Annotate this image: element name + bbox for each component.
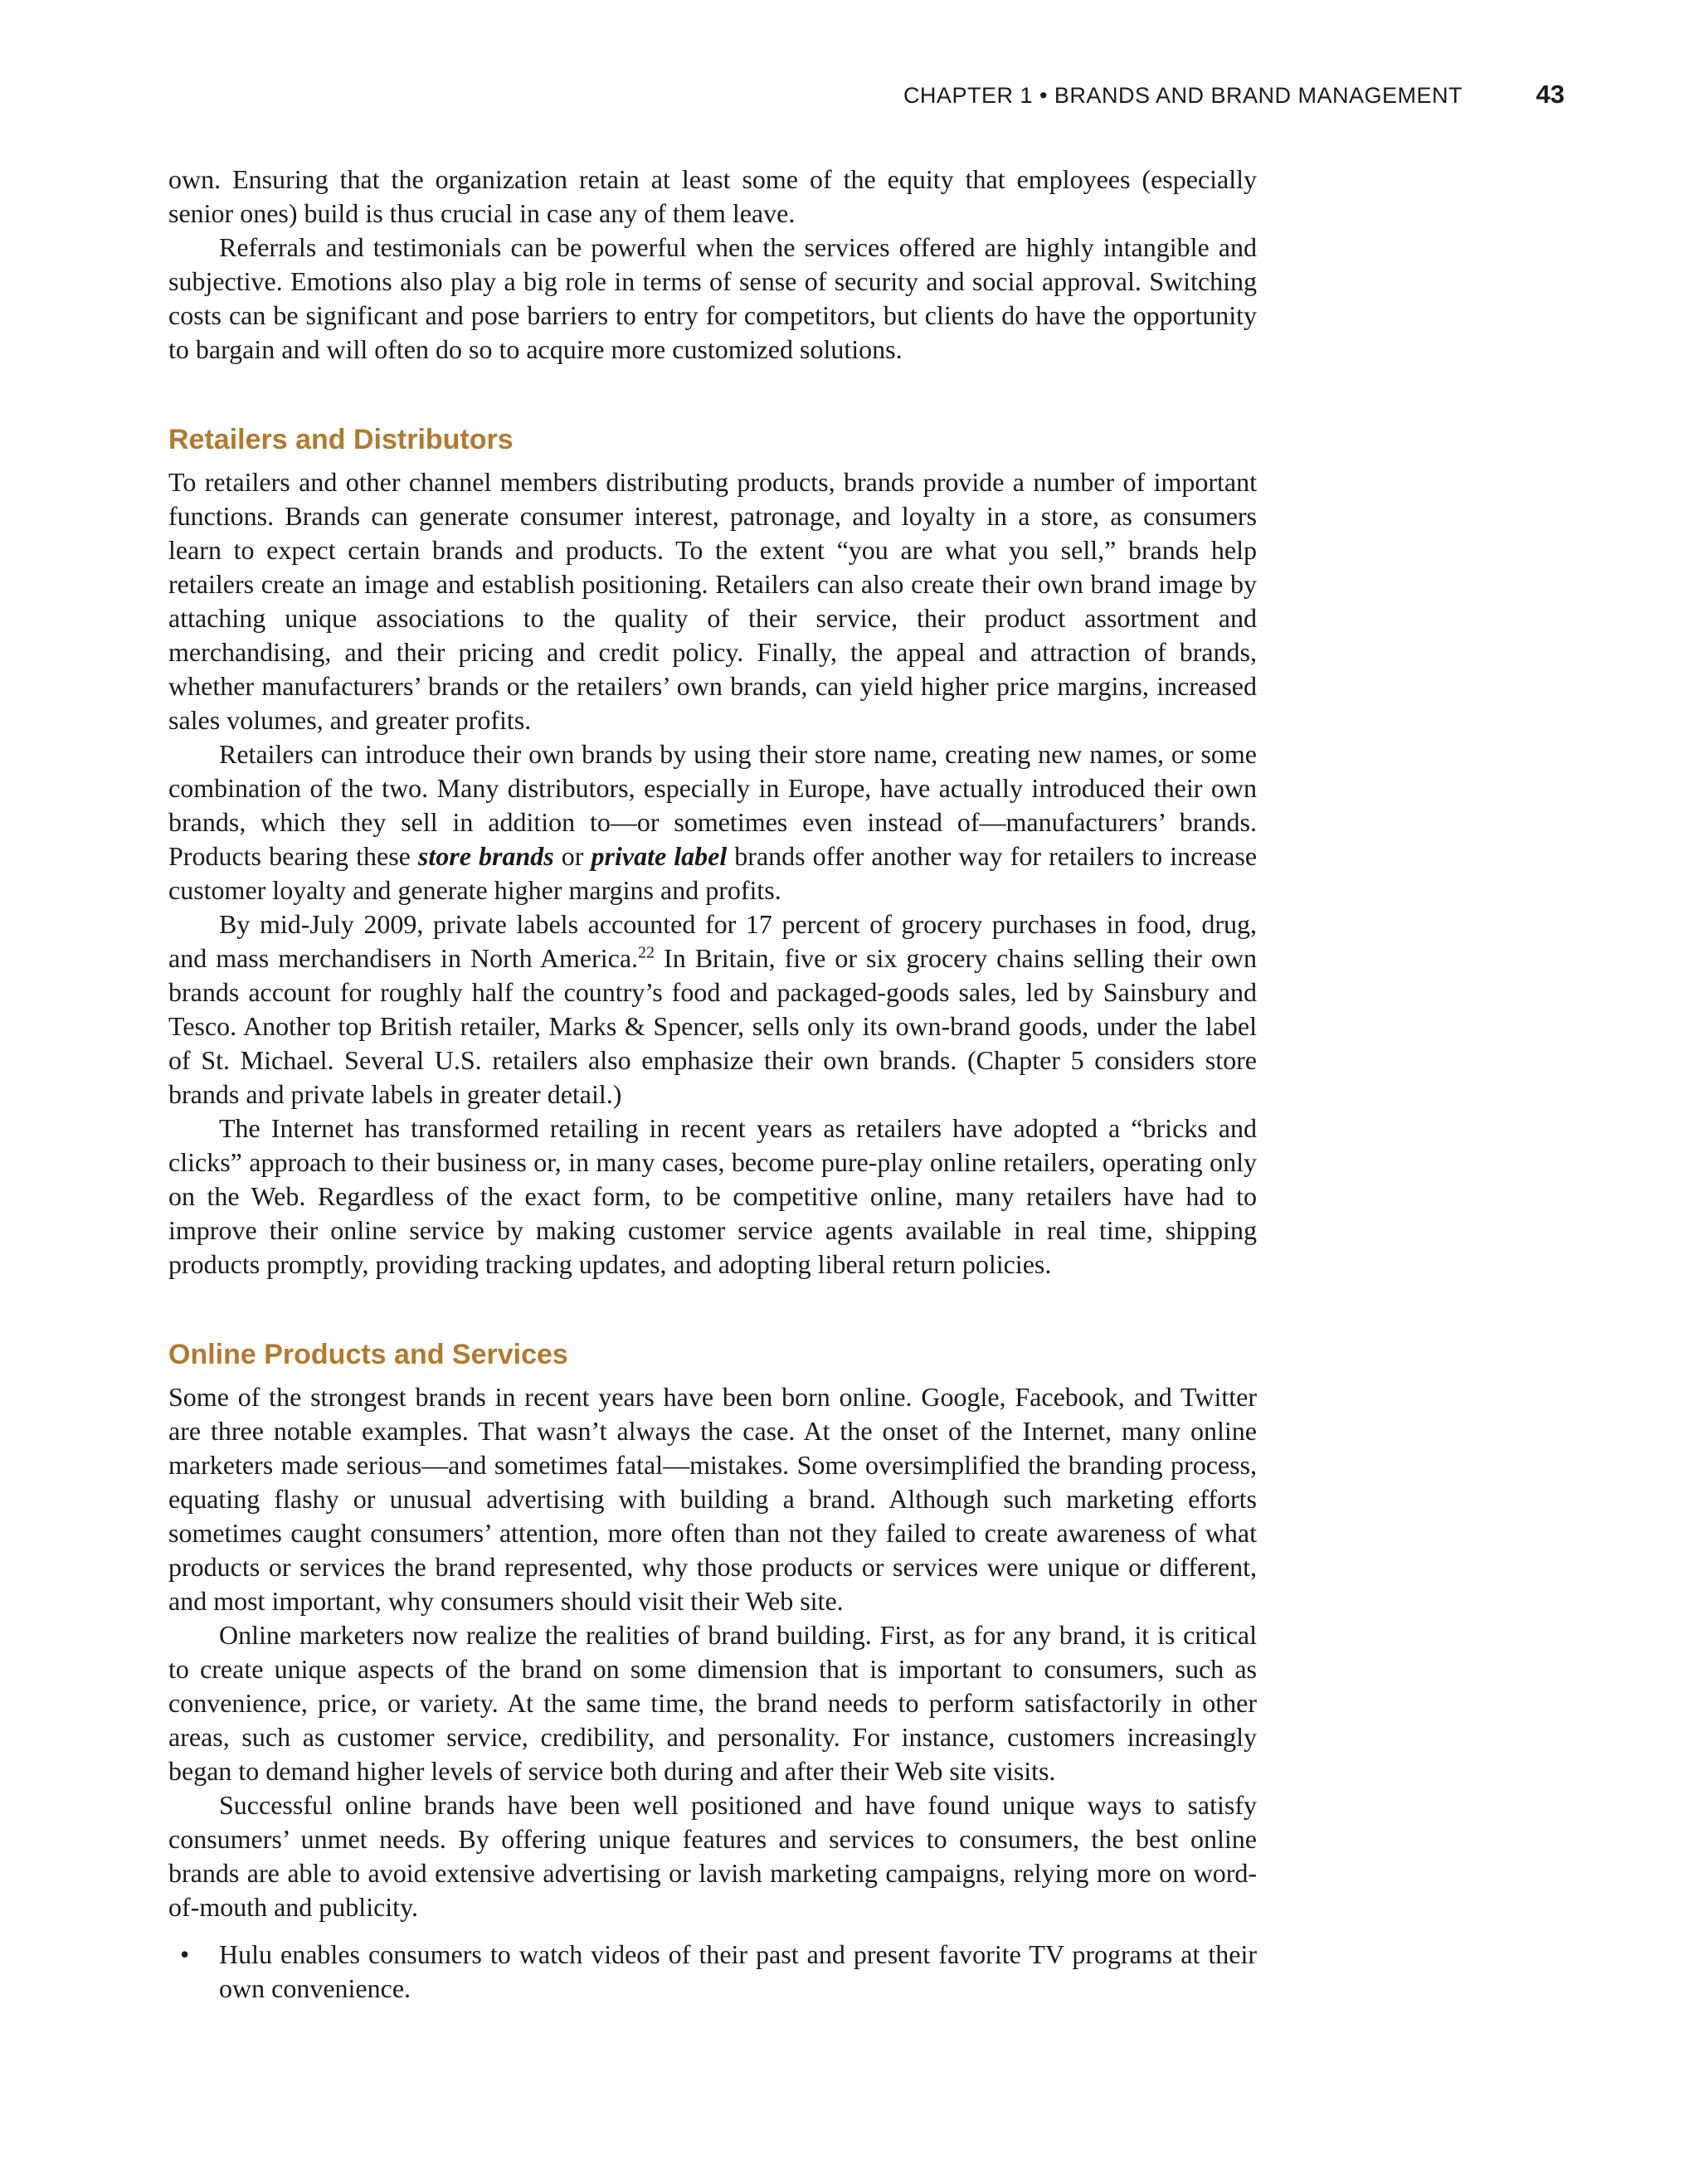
bullet-marker: • bbox=[180, 1939, 190, 1969]
section-heading-online: Online Products and Services bbox=[168, 1339, 568, 1370]
running-head: CHAPTER 1 • BRANDS AND BRAND MANAGEMENT bbox=[903, 83, 1463, 108]
page-body bbox=[168, 163, 1257, 2006]
retailers-paragraph-4: The Internet has transformed retailing in recent years as retailers have adopted a “bricks and clicks” approach to their business or, in many cases, become pure-play online retailers, operating only on the Web. Regardless of the exact form, to be competitive online, many retailers have had to improve their online service by making customer service agents available in real time, shipping products promptly, providing tracking updates, and adopting liberal return policies. bbox=[168, 1113, 1257, 1279]
intro-paragraph-2: Referrals and testimonials can be powerful when the services offered are highly intangible and subjective. Emotions also play a big role in terms of sense of security and social approval. Switching costs can be significant and pose barriers to entry for competitors, but clients do have the opportunity to bargain and will often do so to acquire more customized solutions. bbox=[168, 232, 1257, 364]
bullet-list bbox=[168, 1938, 1257, 2006]
page-number: 43 bbox=[1536, 80, 1565, 109]
list-item-text: Hulu enables consumers to watch videos of their past and present favorite TV programs at their own convenience. bbox=[219, 1939, 1257, 2003]
online-paragraph-1: Some of the strongest brands in recent years have been born online. Google, Facebook, and Twitter are three notable examples. That wasn’t always the case. At the onset of the Internet, many online marketers made serious—and sometimes fatal—mistakes. Some oversimplified the branding process, equating flashy or unusual advertising with building a brand. Although such marketing efforts sometimes caught consumers’ attention, more often than not they failed to create awareness of what products or services the brand represented, why those products or services were unique or different, and most important, why consumers should visit their Web site. bbox=[168, 1382, 1257, 1616]
section-heading-retailers: Retailers and Distributors bbox=[168, 424, 514, 455]
retailers-paragraph-1: To retailers and other channel members distributing products, brands provide a number of important functions. Brands can generate consumer interest, patronage, and loyalty in a store, as consumers learn to expect certain brands and products. To the extent “you are what you sell,” brands help retailers create an image and establish positioning. Retailers can also create their own brand image by attaching unique associations to the quality of their service, their product assortment and merchandising, and their pricing and credit policy. Finally, the appeal and attraction of brands, whether manufacturers’ brands or the retailers’ own brands, can yield higher price margins, increased sales volumes, and greater profits. bbox=[168, 467, 1257, 735]
retailers-paragraph-3: By mid-July 2009, private labels accounted for 17 percent of grocery purchases in food, drug, and mass merchandisers in North America.$^{22}$ In Britain, five or six grocery chains selling their own brands account for roughly half the country’s food and packaged-goods sales, led by Sainsbury and Tesco. Another top British retailer, Marks & Spencer, sells only its own-brand goods, under the label of St. Michael. Several U.S. retailers also emphasize their own brands. (Chapter 5 considers store brands and private labels in greater detail.) bbox=[168, 909, 1258, 1109]
list-item bbox=[168, 1938, 1257, 2006]
online-paragraph-2: Online marketers now realize the realities of brand building. First, as for any brand, it is critical to create unique aspects of the brand on some dimension that is important to consumers, such as convenience, price, or variety. At the same time, the brand needs to perform satisfactorily in other areas, such as customer service, credibility, and personality. For instance, customers increasingly began to demand higher levels of service both during and after their Web site visits. bbox=[168, 1620, 1257, 1786]
footnote-reference: 22 bbox=[638, 943, 655, 962]
key-term-private-label: private label bbox=[591, 841, 728, 871]
intro-paragraph-1: own. Ensuring that the organization retain at least some of the equity that employees (especially senior ones) build is thus crucial in case any of them leave. bbox=[168, 164, 1257, 228]
retailers-paragraph-2: Retailers can introduce their own brands by using their store name, creating new names, or some combination of the two. Many distributors, especially in Europe, have actually introduced their own brands, which they sell in addition to—or sometimes even instead of—manufacturers’ brands. Products bearing these store brands or private label brands offer another way for retailers to increase customer loyalty and generate higher margins and profits. bbox=[168, 739, 1258, 905]
key-term-store-brands: store brands bbox=[417, 841, 554, 871]
page-header bbox=[0, 80, 1699, 113]
online-paragraph-3: Successful online brands have been well positioned and have found unique ways to satisfy consumers’ unmet needs. By offering unique features and services to consumers, the best online brands are able to avoid extensive advertising or lavish marketing campaigns, relying more on word-of-mouth and publicity. bbox=[168, 1790, 1257, 1922]
